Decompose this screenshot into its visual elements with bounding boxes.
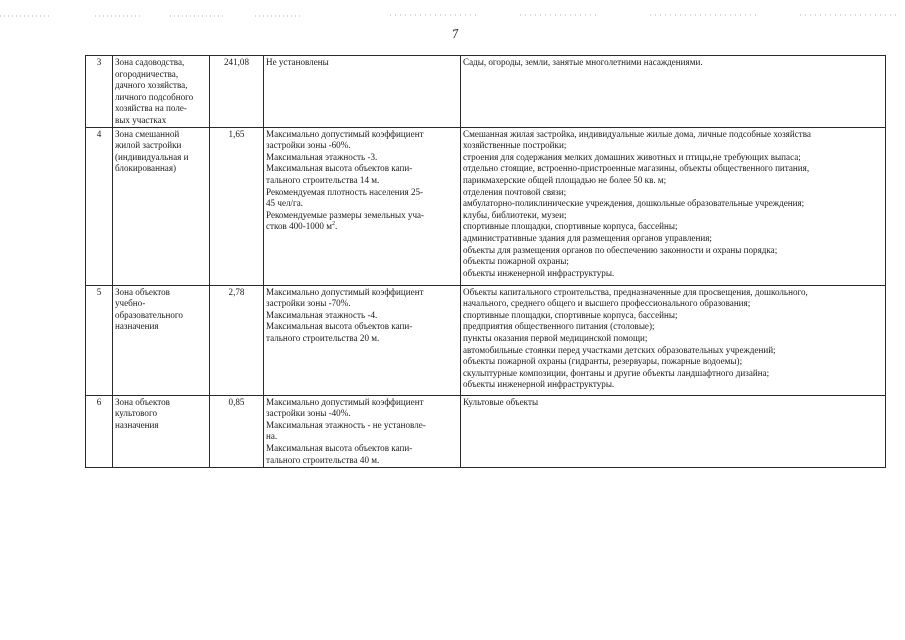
- zone-area-cell: 1,65: [210, 127, 264, 285]
- building-limits-text: Максимальная высота объектов капи-: [266, 442, 413, 453]
- building-limits-line: [266, 287, 458, 299]
- building-limits-line: [266, 397, 458, 409]
- building-limits-line: [266, 187, 458, 199]
- building-limits-cell: [264, 395, 461, 467]
- building-limits-line: [266, 298, 458, 310]
- zone-name-line: огородничества,: [115, 68, 179, 79]
- building-limits-line: [266, 198, 458, 210]
- building-limits-line: [266, 57, 458, 69]
- zone-name-cell: [113, 395, 210, 467]
- zone-name-line: Зона объектов: [115, 286, 170, 297]
- table-row: [86, 127, 886, 285]
- zone-name-line: Зона смешанной: [115, 128, 180, 139]
- permitted-uses-cell: [461, 395, 886, 467]
- zone-area-cell: 0,85: [210, 395, 264, 467]
- row-number-cell: 6: [86, 395, 113, 467]
- building-limits-line: [266, 129, 458, 141]
- permitted-use-line: строения для содержания мелких домашних животных и птицы,не требующих выпаса;: [463, 151, 801, 162]
- superscript-exponent: 2: [331, 221, 335, 228]
- permitted-use-line: хозяйственные постройки;: [463, 140, 567, 151]
- zone-name-line: блокированная): [115, 163, 177, 174]
- zone-name-line: дачного хозяйства,: [115, 80, 188, 91]
- building-limits-line: [266, 420, 458, 432]
- permitted-use-line: амбулаторно-поликлинические учреждения, дошкольные образовательные учреждения;: [463, 198, 805, 209]
- building-limits-text: Рекомендуемые размеры земельных уча-: [266, 209, 425, 220]
- zone-name-cell: [113, 285, 210, 395]
- building-limits-text: Максимально допустимый коэффициент: [266, 286, 424, 297]
- building-limits-text: тального строительства 40 м.: [266, 454, 380, 465]
- zone-name-line: хозяйства на поле-: [115, 103, 187, 114]
- permitted-use-line: автомобильные стоянки перед участками детских образовательных учреждений;: [463, 344, 776, 355]
- building-limits-text: Максимальная высота объектов капи-: [266, 321, 413, 332]
- permitted-use-line: парикмахерские общей площадью не более 50 кв. м;: [463, 174, 667, 185]
- permitted-use-line: административные здания для размещения органов управления;: [463, 232, 712, 243]
- row-number-cell: 5: [86, 285, 113, 395]
- building-limits-text: Максимальная этажность - не установле-: [266, 419, 426, 430]
- building-limits-line: [266, 140, 458, 152]
- permitted-use-line: объекты пожарной охраны (гидранты, резервуары, пожарные водоемы);: [463, 356, 743, 367]
- permitted-use-line: отдельно стоящие, встроенно-пристроенные магазины, объекты общественного питания,: [463, 163, 810, 174]
- zone-area-cell: 241,08: [210, 56, 264, 128]
- building-limits-line: [266, 210, 458, 222]
- row-number-cell: 3: [86, 56, 113, 128]
- permitted-use-line: клубы, библиотеки, музеи;: [463, 209, 567, 220]
- building-limits-end: .: [334, 221, 338, 232]
- permitted-use-line: объекты пожарной охраны;: [463, 256, 569, 267]
- zone-name-line: вых участках: [115, 114, 167, 125]
- permitted-use-line: Культовые объекты: [463, 396, 539, 407]
- building-limits-text: Максимально допустимый коэффициент: [266, 396, 424, 407]
- permitted-uses-cell: [461, 127, 886, 285]
- building-limits-cell: [264, 127, 461, 285]
- building-limits-line: [266, 163, 458, 175]
- zones-table: [85, 55, 886, 468]
- zone-name-line: (индивидуальная и: [115, 151, 189, 162]
- permitted-use-line: предприятия общественного питания (столовые);: [463, 321, 655, 332]
- permitted-use-line: спортивные площадки, спортивные корпуса, бассейны;: [463, 309, 678, 320]
- permitted-use-line: Объекты капитального строительства, предназначенные для просвещения, дошкольного,: [463, 286, 808, 297]
- building-limits-line: [266, 221, 458, 233]
- building-limits-text: Максимальная этажность -3.: [266, 151, 378, 162]
- building-limits-text: стков 400-1000 м: [266, 221, 332, 232]
- permitted-use-line: пункты оказания первой медицинской помощи;: [463, 332, 648, 343]
- zone-name-cell: [113, 127, 210, 285]
- scan-artifact-top-edge: [0, 6, 905, 12]
- zone-area-cell: 2,78: [210, 285, 264, 395]
- building-limits-text: Максимальная этажность -4.: [266, 309, 378, 320]
- permitted-use-line: Смешанная жилая застройка, индивидуальные жилые дома, личные подсобные хозяйства: [463, 128, 811, 139]
- building-limits-text: застройки зоны -40%.: [266, 408, 351, 419]
- building-limits-line: [266, 455, 458, 467]
- building-limits-text: тального строительства 14 м.: [266, 174, 380, 185]
- building-limits-line: [266, 321, 458, 333]
- permitted-use-line: начального, среднего общего и высшего профессионального образования;: [463, 298, 751, 309]
- row-number-cell: 4: [86, 127, 113, 285]
- zone-name-line: назначения: [115, 321, 159, 332]
- zone-name-line: Зона объектов: [115, 396, 170, 407]
- permitted-use-line: отделения почтовой связи;: [463, 186, 567, 197]
- table-row: [86, 395, 886, 467]
- building-limits-line: [266, 408, 458, 420]
- zones-table-body: [86, 56, 886, 468]
- table-row: [86, 285, 886, 395]
- zone-name-line: жилой застройки: [115, 140, 182, 151]
- permitted-use-line: объекты инженерной инфраструктуры.: [463, 379, 615, 390]
- permitted-use-line: объекты инженерной инфраструктуры.: [463, 267, 615, 278]
- building-limits-text: на.: [266, 431, 278, 442]
- permitted-uses-cell: [461, 56, 886, 128]
- zone-name-line: учебно-: [115, 298, 146, 309]
- building-limits-text: Рекомендуемая плотность населения 25-: [266, 186, 424, 197]
- permitted-use-line: спортивные площадки, спортивные корпуса, бассейны;: [463, 221, 678, 232]
- building-limits-text: Максимально допустимый коэффициент: [266, 128, 424, 139]
- zone-name-cell: [113, 56, 210, 128]
- building-limits-line: [266, 175, 458, 187]
- permitted-use-line: Сады, огороды, земли, занятые многолетними насаждениями.: [463, 57, 703, 67]
- table-row: [86, 56, 886, 128]
- building-limits-line: [266, 310, 458, 322]
- building-limits-line: [266, 152, 458, 164]
- building-limits-text: 45 чел/га.: [266, 198, 304, 209]
- zone-name-line: Зона садоводства,: [115, 57, 185, 67]
- zone-name-line: образовательного: [115, 309, 183, 320]
- building-limits-text: тального строительства 20 м.: [266, 332, 380, 343]
- building-limits-cell: [264, 56, 461, 128]
- zone-name-line: личного подсобного: [115, 91, 194, 102]
- building-limits-text: Максимальная высота объектов капи-: [266, 163, 413, 174]
- page-number: 7: [450, 25, 460, 42]
- building-limits-line: [266, 431, 458, 443]
- zone-name-line: назначения: [115, 419, 159, 430]
- zone-name-line: культового: [115, 408, 158, 419]
- building-limits-text: застройки зоны -60%.: [266, 140, 351, 151]
- building-limits-line: [266, 333, 458, 345]
- building-limits-cell: [264, 285, 461, 395]
- building-limits-text: застройки зоны -70%.: [266, 298, 351, 309]
- building-limits-line: [266, 443, 458, 455]
- permitted-use-line: скульптурные композиции, фонтаны и другие объекты ландшафтного дизайна;: [463, 367, 770, 378]
- permitted-uses-cell: [461, 285, 886, 395]
- building-limits-text: Не установлены: [266, 57, 329, 67]
- permitted-use-line: объекты для размещения органов по обеспечению законности и охраны порядка;: [463, 244, 778, 255]
